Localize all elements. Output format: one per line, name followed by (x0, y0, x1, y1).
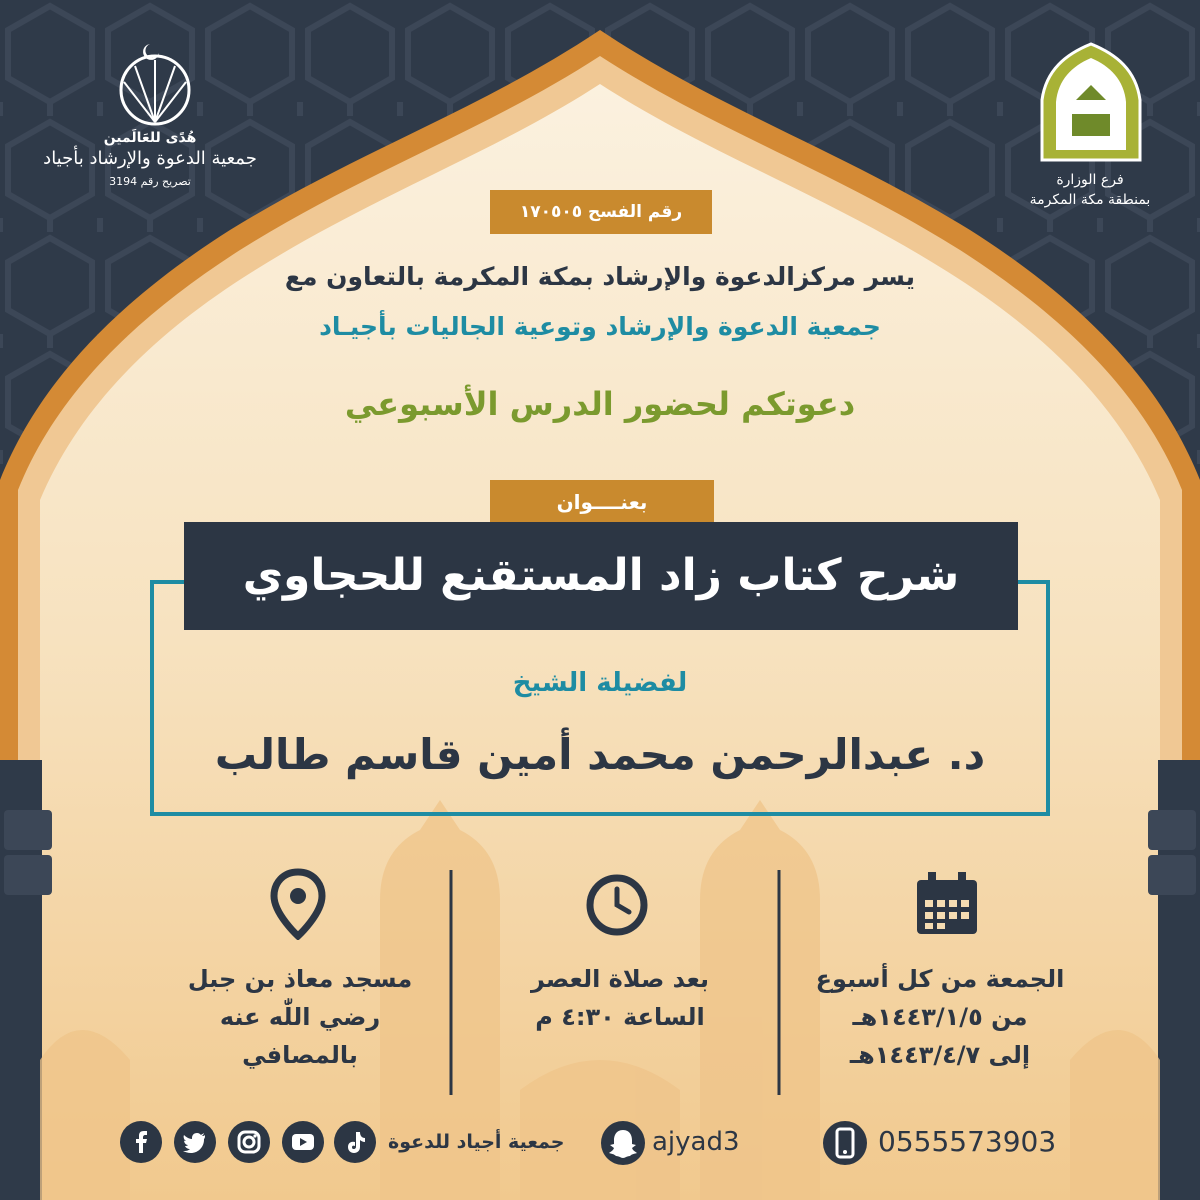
time-line-2: الساعة ٤:٣٠ م (535, 1003, 705, 1031)
permit-badge: رقم الفسح ١٧٠٥٠٥ (490, 190, 712, 234)
instagram-icon[interactable] (228, 1121, 270, 1163)
date-line-3: إلى ١٤٤٣/٤/٧هـ (849, 1041, 1031, 1069)
snapchat-icon[interactable] (600, 1120, 646, 1166)
youtube-icon[interactable] (282, 1121, 324, 1163)
clock-icon (584, 872, 650, 938)
ministry-line1: فرع الوزارة (1056, 172, 1124, 188)
association-logo-icon (110, 40, 200, 130)
date-line-1: الجمعة من كل أسبوع (815, 965, 1065, 993)
intro-line-2: جمعية الدعوة والإرشاد وتوعية الجاليات بأجيـاد (319, 312, 881, 341)
phone-number[interactable]: 0555573903 (878, 1125, 1057, 1158)
association-logo-text (20, 130, 280, 188)
brand-slogan: هُدًى للعَالَمين (103, 130, 197, 146)
location-line-2: رضي اللّٰه عنه (219, 1003, 381, 1031)
intro-line-1: يسر مركزالدعوة والإرشاد بمكة المكرمة بالتعاون مع (284, 262, 916, 291)
date-line-2: من ١٤٤٣/١/٥هـ (852, 1003, 1028, 1031)
tiktok-icon[interactable] (334, 1121, 376, 1163)
location-line-1: مسجد معاذ بن جبل (187, 965, 413, 993)
ministry-line2: بمنطقة مكة المكرمة (1029, 192, 1151, 208)
title-tag: بعنــــوان (490, 480, 714, 524)
time-details (470, 960, 770, 1036)
date-details (790, 960, 1090, 1074)
association-name: جمعية الدعوة والإرشاد بأجياد (43, 148, 257, 169)
ministry-branch-text (1010, 170, 1170, 210)
sheikh-name: د. عبدالرحمن محمد أمين قاسم طالب (214, 730, 986, 779)
invitation-heading: دعوتكم لحضور الدرس الأسبوعي (344, 385, 856, 423)
ministry-emblem-icon (1036, 40, 1146, 164)
calendar-icon (912, 868, 982, 938)
license-number: تصريح رقم 3194 (109, 175, 191, 188)
facebook-icon[interactable] (120, 1121, 162, 1163)
time-line-1: بعد صلاة العصر (530, 965, 710, 993)
location-line-3: بالمصافي (242, 1041, 358, 1069)
sheikh-label: لفضيلة الشيخ (512, 668, 688, 698)
location-pin-icon (268, 868, 328, 940)
phone-icon (822, 1118, 868, 1168)
snapchat-handle[interactable]: ajyad3 (652, 1127, 740, 1157)
lecture-title: شرح كتاب زاد المستقنع للحجاوي (184, 522, 1018, 630)
association-handle: جمعية أجياد للدعوة (388, 1131, 565, 1153)
location-details (150, 960, 450, 1074)
twitter-icon[interactable] (174, 1121, 216, 1163)
